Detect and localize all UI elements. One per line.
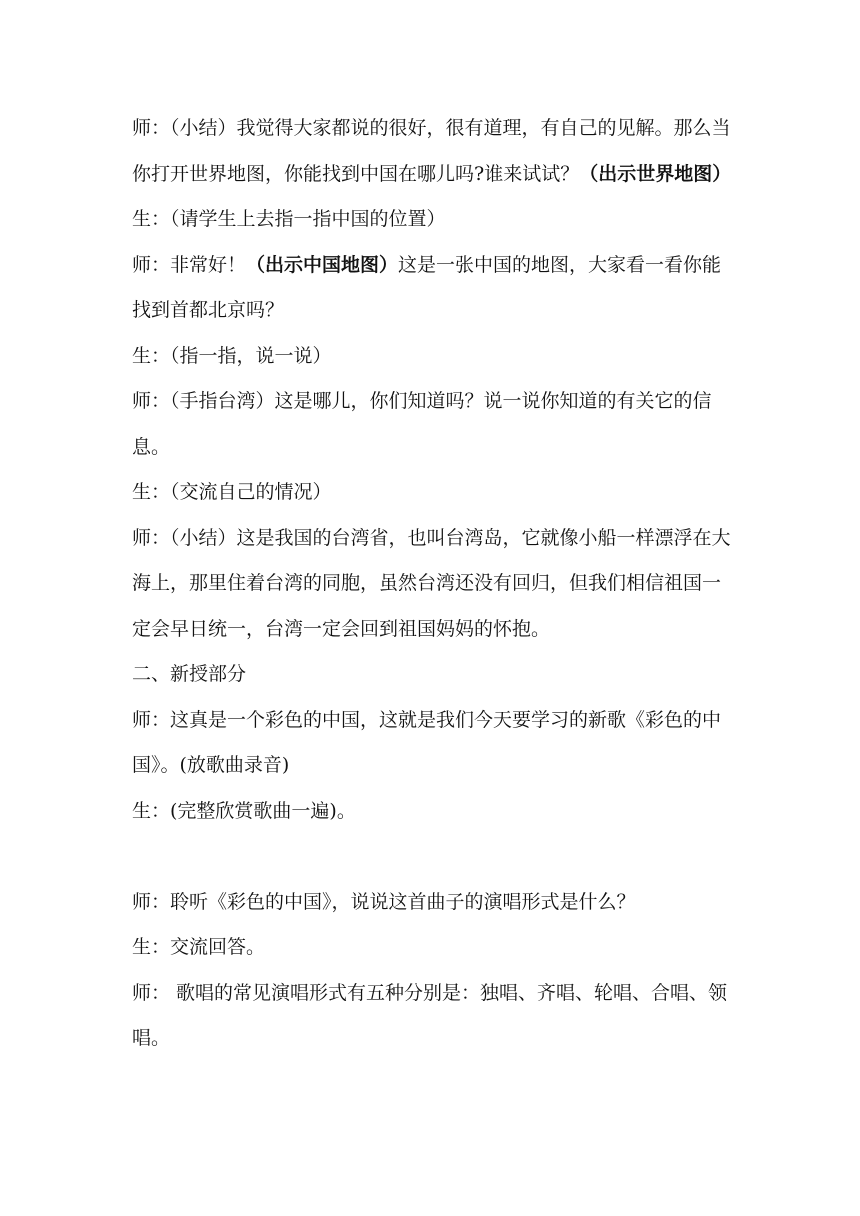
paragraph-text: 师：非常好！ bbox=[132, 253, 247, 276]
paragraph-text: 生：（交流自己的情况） bbox=[132, 481, 332, 503]
paragraph-text: 师：（小结）我觉得大家都说的很好，很有道理，有自己的见解。那么当你打开世界地图，你能找到中国在哪儿吗?谁来试试？ bbox=[132, 117, 731, 185]
paragraph bbox=[132, 971, 732, 1062]
paragraph bbox=[132, 379, 732, 470]
document-page bbox=[132, 106, 732, 1062]
paragraph-text: 生：交流回答。 bbox=[132, 936, 266, 958]
paragraph-text: 师：（手指台湾）这是哪儿，你们知道吗？说一说你知道的有关它的信息。 bbox=[132, 390, 712, 458]
blank-line bbox=[132, 834, 732, 880]
paragraph bbox=[132, 106, 732, 197]
paragraph bbox=[132, 698, 732, 789]
paragraph-text: 生：（指一指，说一说） bbox=[132, 344, 332, 367]
paragraph bbox=[132, 243, 732, 334]
paragraph-text: 师：聆听《彩色的中国》，说说这首曲子的演唱形式是什么？ bbox=[132, 890, 636, 913]
paragraph-text: 师： 歌唱的常见演唱形式有五种分别是：独唱、齐唱、轮唱、合唱、领唱。 bbox=[132, 981, 728, 1049]
paragraph bbox=[132, 334, 732, 380]
paragraph-text: 二、新授部分 bbox=[132, 663, 247, 685]
paragraph-text: 生：(完整欣赏歌曲一遍)。 bbox=[132, 799, 356, 822]
paragraph bbox=[132, 925, 732, 971]
paragraph-text: 师：这真是一个彩色的中国，这就是我们今天要学习的新歌《彩色的中国》。(放歌曲录音) bbox=[132, 708, 722, 776]
paragraph bbox=[132, 789, 732, 835]
paragraph bbox=[132, 652, 732, 698]
bold-stage-direction: （出示中国地图） bbox=[246, 253, 399, 276]
paragraph bbox=[132, 516, 732, 653]
paragraph bbox=[132, 470, 732, 516]
paragraph bbox=[132, 197, 732, 243]
bold-stage-direction: （出示世界地图） bbox=[579, 162, 732, 185]
paragraph bbox=[132, 880, 732, 926]
paragraph-text: 这是一张中国的地图，大家看一看你能找到首都北京吗？ bbox=[132, 253, 722, 321]
paragraph-text: 生：（请学生上去指一指中国的位置） bbox=[132, 208, 446, 230]
paragraph-text: 师：（小结）这是我国的台湾省，也叫台湾岛，它就像小船一样漂浮在大海上，那里住着台湾的同胞，虽然台湾还没有回归，但我们相信祖国一定会早日统一，台湾一定会回到祖国妈妈的怀抱。 bbox=[132, 526, 731, 640]
